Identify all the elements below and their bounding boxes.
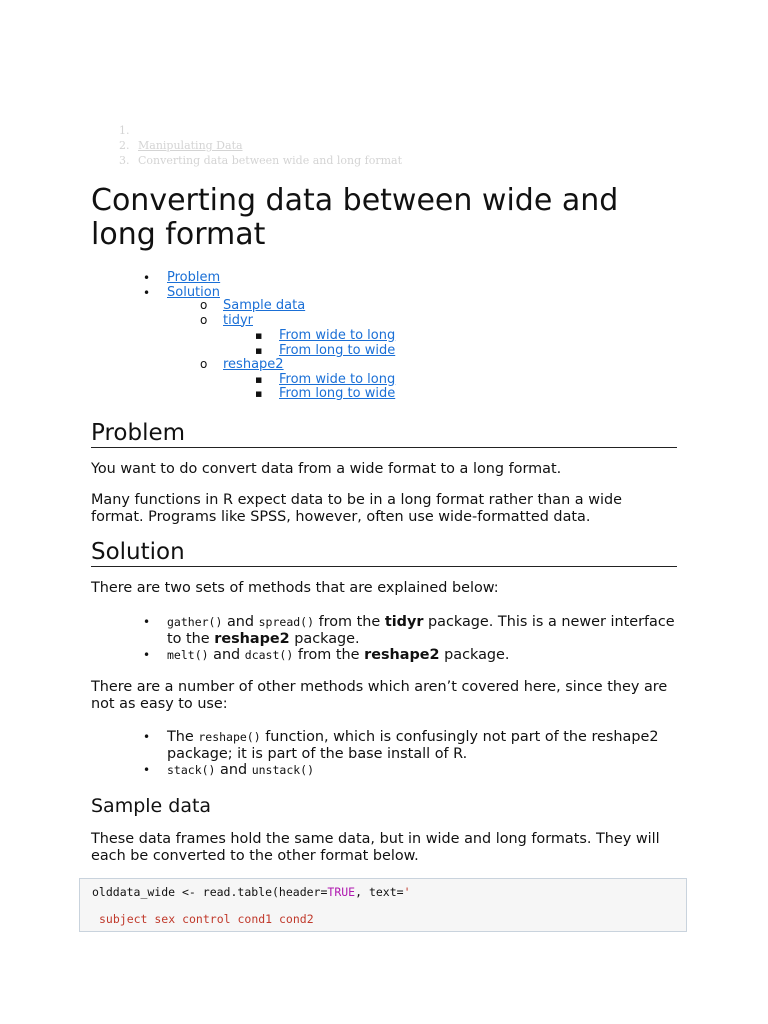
package-reshape2: reshape2 <box>214 630 290 647</box>
toc-item <box>91 358 395 373</box>
text: from the <box>314 614 385 630</box>
breadcrumb-number: 3. <box>119 154 130 167</box>
toc-link-problem[interactable]: Problem <box>167 270 221 285</box>
text: package. <box>439 647 510 663</box>
breadcrumb-number: 2. <box>119 139 130 152</box>
text: and <box>222 614 259 630</box>
toc-item <box>91 329 395 344</box>
solution-intro: There are two sets of methods that are explained below: <box>91 580 499 596</box>
code-spread: spread() <box>258 615 315 629</box>
sample-data-heading: Sample data <box>91 795 212 817</box>
list-item <box>91 647 691 664</box>
toc-link-reshape2-wide-to-long[interactable]: From wide to long <box>279 371 396 387</box>
toc-item <box>91 271 395 286</box>
problem-paragraph-2: Many functions in R expect data to be in a long format rather than a wide format. Programs like SPSS, however, often use wide-formatted data. <box>91 492 622 525</box>
list-item <box>91 614 691 647</box>
code-line-1 <box>92 885 686 899</box>
toc-item <box>91 387 395 402</box>
toc-link-sample-data[interactable]: Sample data <box>223 298 306 313</box>
code-string: ' <box>403 885 411 899</box>
toc-item <box>91 314 395 329</box>
code-text: olddata_wide <- read.table(header= <box>92 885 328 899</box>
code-stack: stack() <box>167 763 216 777</box>
breadcrumb-item <box>119 123 402 138</box>
toc-link-tidyr[interactable]: tidyr <box>223 312 253 328</box>
code-line-2: subject sex control cond1 cond2 <box>99 912 314 926</box>
breadcrumb-item <box>119 153 402 168</box>
text: function, which is confusingly not part of the reshape2 package; it is part of the base install of R. <box>167 729 659 762</box>
sample-data-paragraph: These data frames hold the same data, but in wide and long formats. They will each be converted to the other format below. <box>91 831 660 864</box>
package-tidyr: tidyr <box>384 614 424 630</box>
breadcrumb-number: 1. <box>119 124 130 137</box>
code-gather: gather() <box>167 615 223 629</box>
toc-link-solution[interactable]: Solution <box>167 284 220 300</box>
table-of-contents <box>91 271 395 402</box>
breadcrumb <box>119 123 402 168</box>
text: and <box>215 762 252 778</box>
toc-item <box>91 299 395 314</box>
list-item <box>91 762 691 779</box>
solution-heading: Solution <box>91 538 677 567</box>
other-methods-list <box>91 729 691 779</box>
code-block[interactable] <box>79 878 687 932</box>
page-title: Converting data between wide and long format <box>91 183 619 252</box>
methods-list <box>91 614 691 664</box>
toc-link-tidyr-wide-to-long[interactable]: From wide to long <box>279 328 396 343</box>
toc-link-tidyr-long-to-wide[interactable]: From long to wide <box>279 342 396 358</box>
text: from the <box>293 647 365 663</box>
code-reshape: reshape() <box>198 730 261 744</box>
code-keyword: TRUE <box>327 885 356 899</box>
code-text: , text= <box>355 885 404 899</box>
problem-heading: Problem <box>91 419 677 448</box>
text: package. This is a newer interface to the <box>167 614 675 647</box>
toc-item <box>91 373 395 388</box>
package-reshape2: reshape2 <box>364 647 440 663</box>
breadcrumb-current: Converting data between wide and long format <box>138 154 403 167</box>
toc-item <box>91 344 395 359</box>
text: package. <box>289 630 360 647</box>
problem-paragraph-1: You want to do convert data from a wide format to a long format. <box>91 461 562 477</box>
code-dcast: dcast() <box>244 648 294 662</box>
other-methods-paragraph: There are a number of other methods which aren’t covered here, since they are not as easy to use: <box>91 679 668 712</box>
toc-link-reshape2[interactable]: reshape2 <box>223 357 284 372</box>
breadcrumb-item <box>119 138 402 153</box>
text: and <box>208 647 245 663</box>
toc-link-reshape2-long-to-wide[interactable]: From long to wide <box>279 386 396 401</box>
breadcrumb-link-manipulating-data[interactable]: Manipulating Data <box>138 139 243 152</box>
list-item <box>91 729 691 762</box>
text: The <box>167 729 199 745</box>
code-unstack: unstack() <box>251 763 315 777</box>
code-melt: melt() <box>167 648 209 662</box>
